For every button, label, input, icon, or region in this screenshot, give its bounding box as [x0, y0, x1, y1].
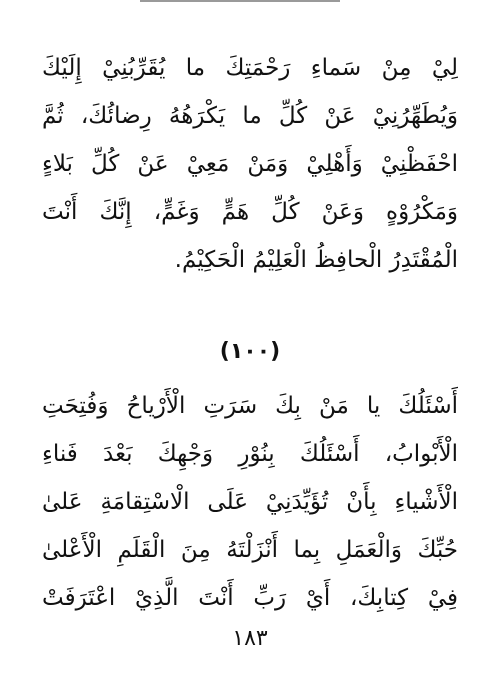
text-line: وَمَكْرُوْهٍ وَعَنْ كُلِّ هَمٍّ وَغَمٍّ، إِنَّكَ أَنْتَ — [42, 199, 458, 225]
prayer-passage — [42, 382, 458, 622]
text-line: وَيُطَهِّرُنِيْ عَنْ كُلِّ ما يَكْرَهُهُ رِضائُكَ، ثُمَّ — [42, 103, 458, 129]
text-line: لِيْ مِنْ سَماءِ رَحْمَتِكَ ما يُقَرِّبُنِيْ إِلَيْكَ — [42, 55, 458, 81]
prayer-passage-continued — [42, 44, 458, 284]
page-number: ١٨٣ — [232, 626, 268, 651]
text-line: الْأَبْوابُ، أَسْئَلُكَ بِنُوْرِ وَجْهِكَ بَعْدَ فَناءِ — [42, 441, 458, 467]
text-line: أَسْئَلُكَ يا مَنْ بِكَ سَرَتِ الْأَرْياحُ وَفُتِحَتِ — [42, 393, 458, 419]
text-line: حُبِّكَ وَالْعَمَلِ بِما أَنْزَلْتَهُ مِنَ الْقَلَمِ الْأَعْلىٰ — [42, 537, 458, 563]
text-line: الْمُقْتَدِرُ الْحافِظُ الْعَلِيْمُ الْحَكِيْمُ. — [174, 247, 458, 273]
section-number: (١٠٠) — [219, 339, 281, 364]
text-line: احْفَظْنِيْ وَأَهْلِيْ وَمَنْ مَعِيْ عَنْ كُلِّ بَلاءٍ — [42, 151, 458, 177]
text-line: فِيْ كِتابِكَ، أَيْ رَبِّ أَنْتَ الَّذِيْ اعْتَرَفَتْ — [42, 585, 458, 611]
text-line: الْأَشْياءِ بِأَنْ تُؤَيِّدَنِيْ عَلَى الْاسْتِقامَةِ عَلىٰ — [42, 489, 458, 515]
top-rule — [140, 0, 340, 2]
